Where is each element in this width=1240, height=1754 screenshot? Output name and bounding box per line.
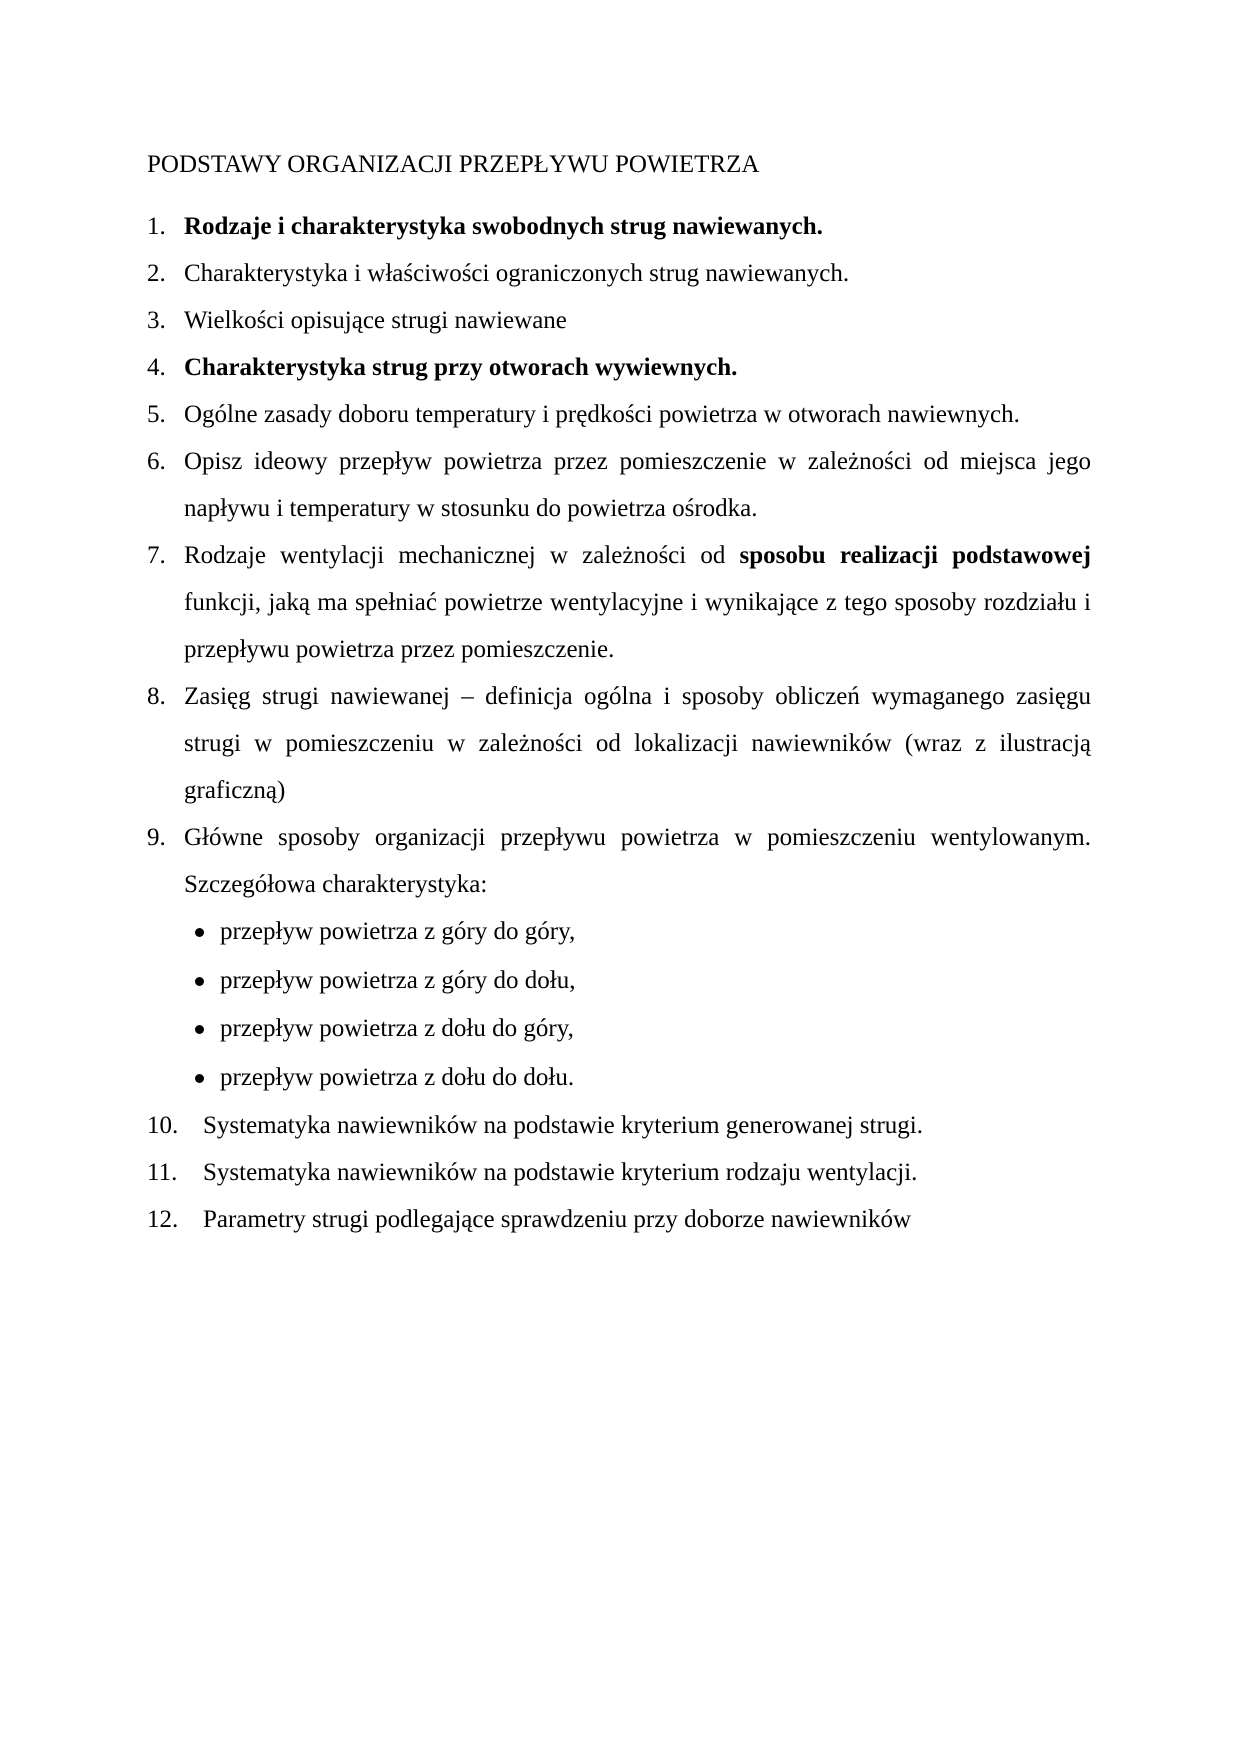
bullet-text: przepływ powietrza z dołu do dołu. xyxy=(220,1063,575,1091)
item-text-part: Rodzaje wentylacji mechanicznej w zależności od xyxy=(184,542,740,569)
bullet-icon xyxy=(195,1025,204,1034)
item-text: Wielkości opisujące strugi nawiewane xyxy=(184,307,567,334)
item-number: 9. xyxy=(147,824,166,851)
document-title: PODSTAWY ORGANIZACJI PRZEPŁYWU POWIETRZA xyxy=(147,151,760,178)
bullet-icon xyxy=(195,1074,204,1083)
item-text: Opisz ideowy przepływ powietrza przez pomieszczenie w zależności od miejsca jego napływu i temperatury w stosunku do powietrza ośrodka. xyxy=(184,448,1091,522)
list-item-7 xyxy=(147,532,1091,673)
question-list xyxy=(147,203,1091,1243)
item-number: 4. xyxy=(147,354,166,381)
item-text: Rodzaje i charakterystyka swobodnych strug nawiewanych. xyxy=(184,213,823,240)
list-item-12 xyxy=(147,1196,1091,1243)
item-number: 10. xyxy=(147,1112,179,1139)
item-text: Charakterystyka i właściwości ograniczonych strug nawiewanych. xyxy=(184,260,850,287)
item-text: Parametry strugi podlegające sprawdzeniu przy doborze nawiewników xyxy=(203,1206,912,1233)
list-item-1 xyxy=(147,203,1091,250)
item-text: Ogólne zasady doboru temperatury i prędkości powietrza w otworach nawiewnych. xyxy=(184,401,1020,428)
item-number: 6. xyxy=(147,448,166,475)
item-number: 5. xyxy=(147,401,166,428)
list-item-11 xyxy=(147,1149,1091,1196)
list-item-6 xyxy=(147,438,1091,532)
item-number: 1. xyxy=(147,213,166,240)
item-number: 11. xyxy=(147,1159,178,1186)
bullet-text: przepływ powietrza z góry do góry, xyxy=(220,918,576,945)
list-item-3 xyxy=(147,297,1091,344)
bullet-text: przepływ powietrza z góry do dołu, xyxy=(220,966,576,994)
bullet-item xyxy=(195,957,1091,1006)
item-number: 8. xyxy=(147,683,166,710)
bullet-icon xyxy=(195,977,204,986)
list-item-8 xyxy=(147,673,1091,814)
item-text: Systematyka nawiewników na podstawie kryterium rodzaju wentylacji. xyxy=(203,1159,918,1186)
item-text: Systematyka nawiewników na podstawie kryterium generowanej strugi. xyxy=(203,1112,923,1139)
item-number: 12. xyxy=(147,1206,179,1233)
item-text: Zasięg strugi nawiewanej – definicja ogólna i sposoby obliczeń wymaganego zasięgu strugi w pomieszczeniu w zależności od lokalizacji nawiewników (wraz z ilustracją graficzną) xyxy=(184,683,1091,804)
bullet-item xyxy=(195,1054,1091,1103)
item-number: 7. xyxy=(147,542,166,569)
list-item-9 xyxy=(147,814,1091,908)
item-number: 2. xyxy=(147,260,166,287)
item-text: Charakterystyka strug przy otworach wywiewnych. xyxy=(184,354,738,381)
item-number: 3. xyxy=(147,307,166,334)
item-text-part: funkcji, jaką ma spełniać powietrze wentylacyjne i wynikające z tego sposoby rozdziału i przepływu powietrza przez pomieszczenie. xyxy=(184,589,1091,663)
item-text-bold-part: sposobu realizacji podstawowej xyxy=(739,542,1091,569)
item-text xyxy=(184,532,1091,673)
bullet-icon xyxy=(195,928,204,937)
bullet-item xyxy=(195,908,1091,957)
item-text: Główne sposoby organizacji przepływu powietrza w pomieszczeniu wentylowanym. Szczegółowa charakterystyka: xyxy=(184,824,1091,898)
list-item-10 xyxy=(147,1102,1091,1149)
list-item-4 xyxy=(147,344,1091,391)
list-item-2 xyxy=(147,250,1091,297)
list-item-5 xyxy=(147,391,1091,438)
bullet-item xyxy=(195,1005,1091,1054)
bullet-text: przepływ powietrza z dołu do góry, xyxy=(220,1015,574,1042)
